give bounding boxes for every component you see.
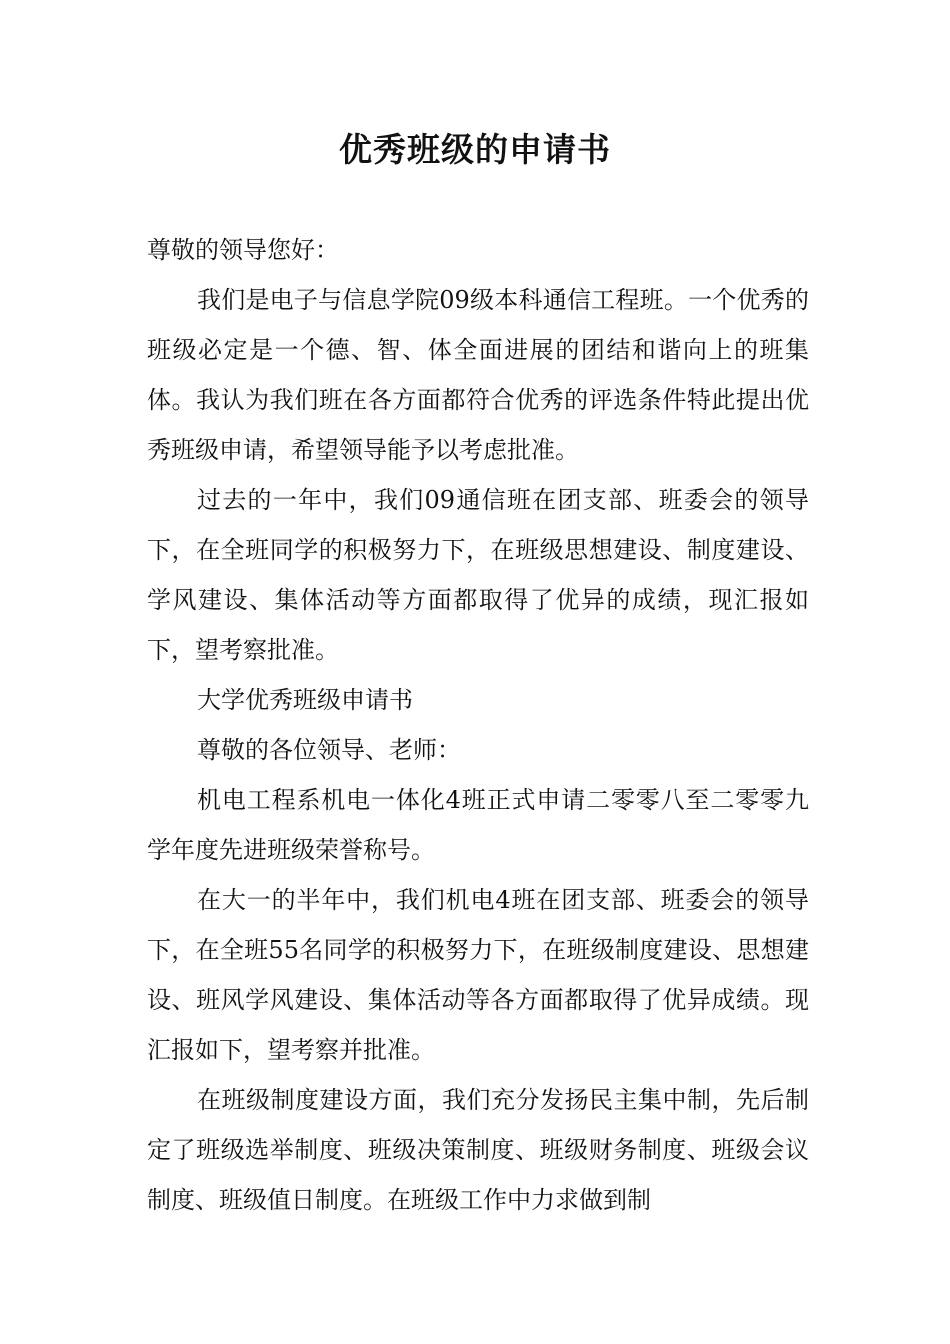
summary-paragraph: 过去的一年中，我们09通信班在团支部、班委会的领导下，在全班同学的积极努力下，在班级思想建设、制度建设、学风建设、集体活动等方面都取得了优异的成绩，现汇报如下，望考察批准。 (147, 486, 809, 664)
second-salutation-paragraph: 尊敬的各位领导、老师： (197, 736, 461, 764)
system-building-paragraph: 在班级制度建设方面，我们充分发扬民主集中制，先后制定了班级选举制度、班级决策制度、班级财务制度、班级会议制度、班级值日制度。在班级工作中力求做到制 (147, 1086, 809, 1214)
document-body (147, 225, 809, 1225)
document-title: 优秀班级的申请书 (339, 130, 611, 169)
section-heading: 大学优秀班级申请书 (197, 686, 413, 714)
application-paragraph: 机电工程系机电一体化4班正式申请二零零八至二零零九学年度先进班级荣誉称号。 (147, 786, 809, 864)
achievement-paragraph: 在大一的半年中，我们机电4班在团支部、班委会的领导下，在全班55名同学的积极努力下，在班级制度建设、思想建设、班风学风建设、集体活动等各方面都取得了优异成绩。现汇报如下，望考察并批准。 (147, 886, 809, 1064)
salutation-paragraph: 尊敬的领导您好： (147, 236, 339, 264)
intro-paragraph: 我们是电子与信息学院09级本科通信工程班。一个优秀的班级必定是一个德、智、体全面进展的团结和谐向上的班集体。我认为我们班在各方面都符合优秀的评选条件特此提出优秀班级申请，希望领导能予以考虑批准。 (147, 286, 809, 464)
